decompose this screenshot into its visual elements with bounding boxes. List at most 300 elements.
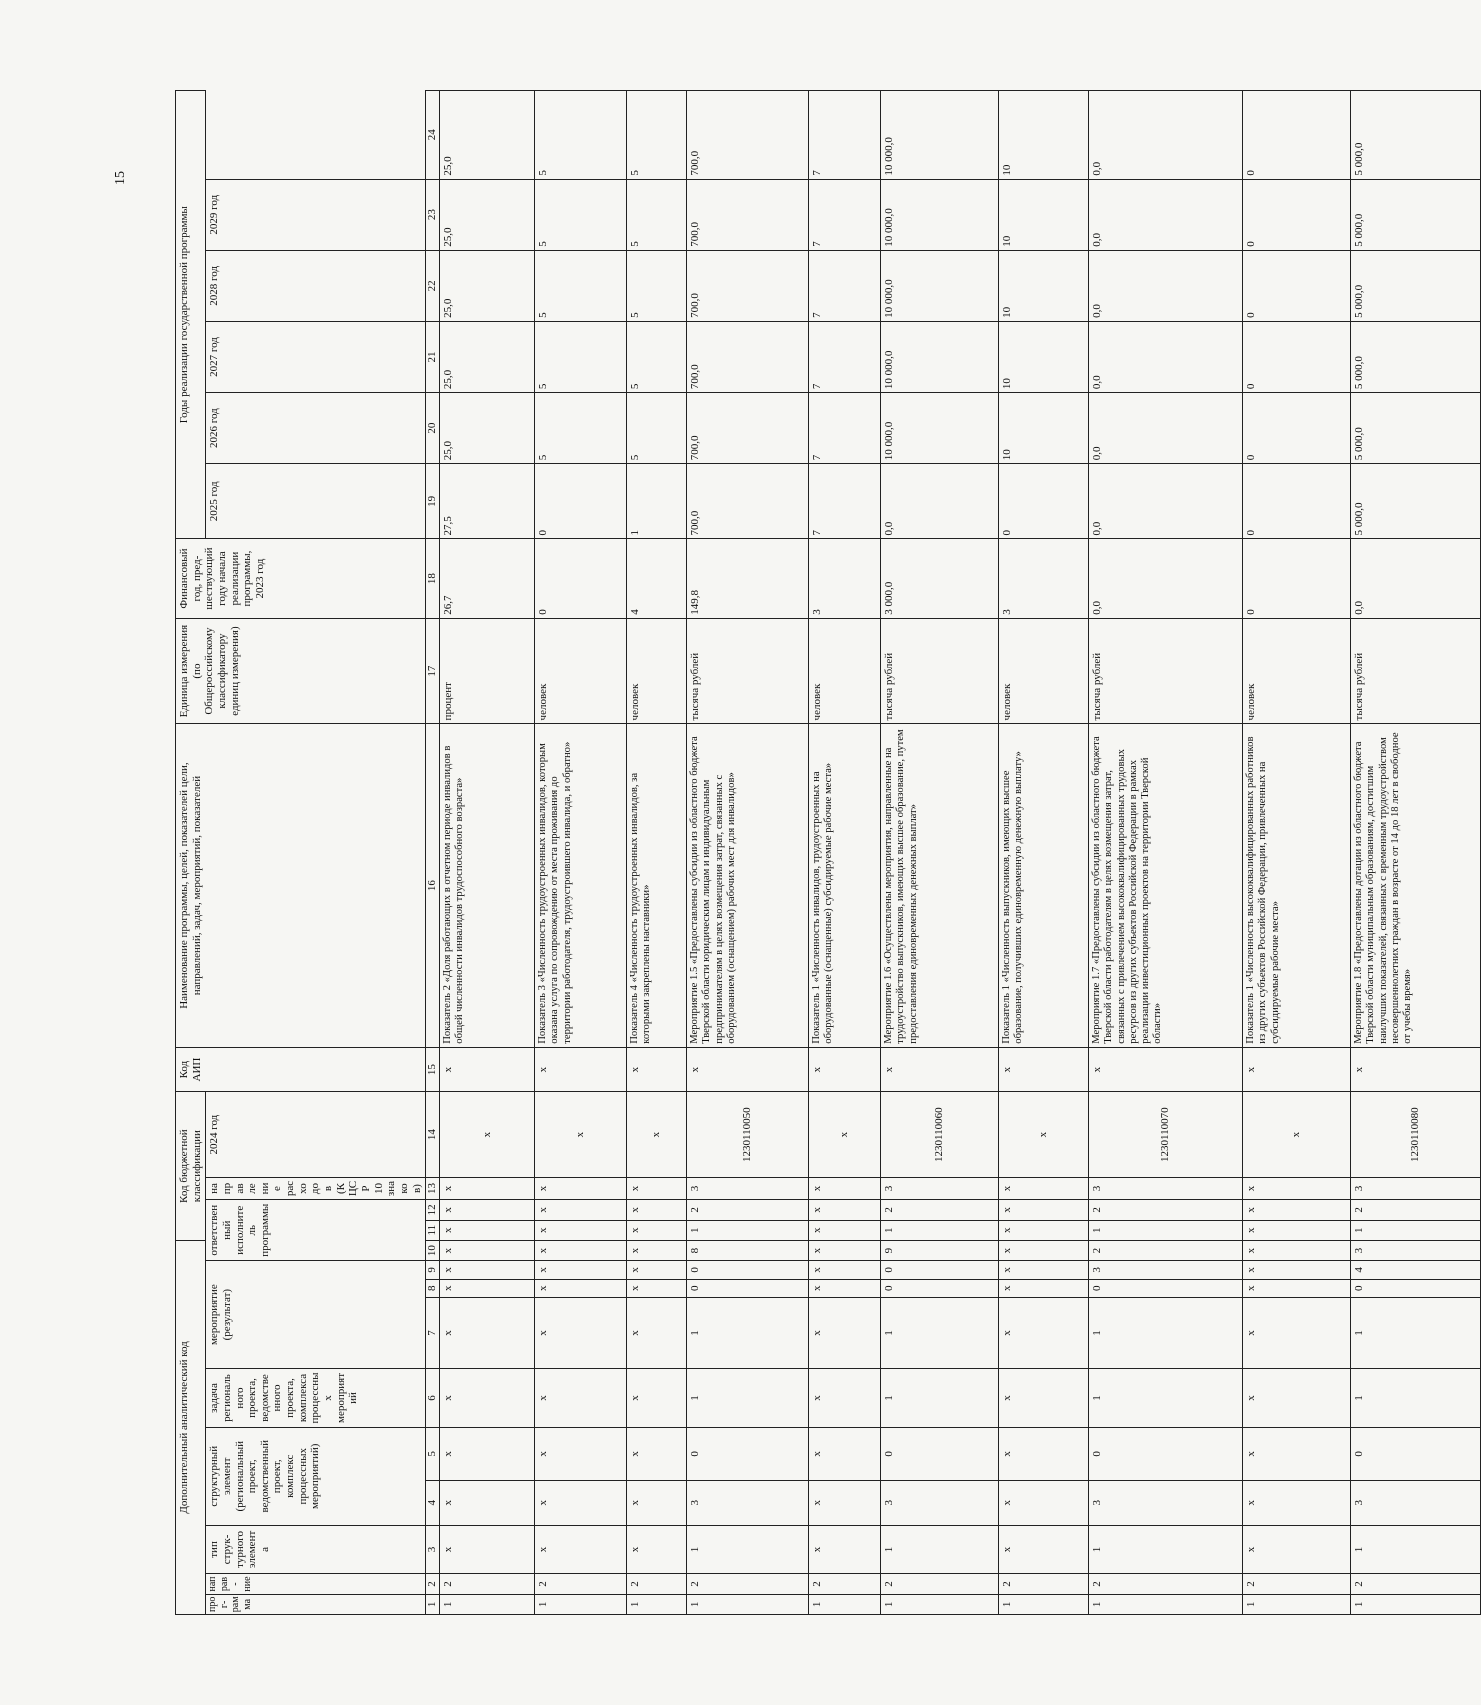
column-index-cell: 1 <box>426 1594 440 1614</box>
column-index-cell: 7 <box>426 1297 440 1368</box>
name-cell: Показатель 1 «Численность инвалидов, трудоустроенных на оборудованные (оснащенные) субсидируемые рабочие места» <box>809 724 881 1047</box>
unit-cell: процент <box>440 618 535 724</box>
value-cell: 10 000,0 <box>881 321 999 392</box>
header-2027: 2027 год <box>206 321 426 392</box>
code-cell: x <box>535 1177 627 1199</box>
value-cell: 10 <box>999 393 1089 464</box>
code-cell: x <box>809 1261 881 1279</box>
page-number: 15 <box>113 171 128 185</box>
header-years-group: Годы реализации государственной программы <box>176 91 206 539</box>
code-cell: x <box>535 1427 627 1480</box>
header-otvet: ответственный исполнитель программы <box>206 1200 426 1261</box>
code-cell: 1 <box>440 1594 535 1614</box>
column-index-cell: 4 <box>426 1480 440 1525</box>
code-cell: 1 <box>687 1220 809 1240</box>
value-cell: 5 <box>535 250 627 321</box>
value-cell: 700,0 <box>687 250 809 321</box>
code-cell: 1 <box>881 1594 999 1614</box>
table-row <box>440 91 535 1615</box>
code-cell: x <box>999 1092 1089 1177</box>
code-cell: 2 <box>1089 1240 1243 1260</box>
code-cell: 1 <box>881 1369 999 1428</box>
table-row <box>999 91 1089 1615</box>
value-cell: 700,0 <box>687 464 809 539</box>
column-index-cell: 10 <box>426 1240 440 1260</box>
code-cell: 2 <box>1243 1574 1351 1594</box>
header-prog: прог- рамма <box>206 1594 426 1614</box>
code-cell: 0 <box>1351 1427 1481 1480</box>
code-cell: x <box>999 1240 1089 1260</box>
header-aip: Код АИП <box>176 1047 426 1092</box>
code-cell: 1 <box>1089 1369 1243 1428</box>
code-cell: x <box>999 1525 1089 1574</box>
value-cell: 10 000,0 <box>881 250 999 321</box>
code-cell: 1 <box>535 1594 627 1614</box>
header-struct: структурный элемент (региональный проект, ведомственный проект, комплекс процессных мероприятий) <box>206 1427 426 1525</box>
name-cell: Мероприятие 1.6 «Осуществлены мероприятия, направленные на трудоустройство выпускников, имеющих высшее образование, путем предоставления единовременных денежных выплат» <box>881 724 999 1047</box>
code-cell: 2 <box>1089 1574 1243 1594</box>
code-cell: x <box>809 1369 881 1428</box>
value-cell: 10 000,0 <box>881 179 999 250</box>
value-cell: 10 <box>999 250 1089 321</box>
unit-cell: человек <box>999 618 1089 724</box>
code-cell: 1 <box>1089 1297 1243 1368</box>
column-index-cell: 12 <box>426 1200 440 1220</box>
code-cell: x <box>999 1200 1089 1220</box>
code-cell: 3 <box>1351 1177 1481 1199</box>
value-cell: 26,7 <box>440 539 535 618</box>
column-index-cell: 3 <box>426 1525 440 1574</box>
code-cell: x <box>809 1177 881 1199</box>
value-cell: 3 <box>999 539 1089 618</box>
code-cell: x <box>440 1092 535 1177</box>
code-cell: x <box>627 1480 687 1525</box>
code-cell: 2 <box>881 1574 999 1594</box>
value-cell: 5 000,0 <box>1351 179 1481 250</box>
header-zadacha: задача регионального проекта, ведомственного проекта, комплекса процессных мероприятий <box>206 1369 426 1428</box>
code-cell: x <box>1351 1047 1481 1092</box>
value-cell: 0,0 <box>881 464 999 539</box>
code-cell: x <box>535 1279 627 1297</box>
value-cell: 25,0 <box>440 91 535 180</box>
code-cell: 9 <box>881 1240 999 1260</box>
unit-cell: тысяча рублей <box>687 618 809 724</box>
column-index-cell: 19 <box>426 464 440 539</box>
rotated-table-container <box>175 90 1422 1615</box>
value-cell: 0,0 <box>1089 250 1243 321</box>
code-cell: x <box>881 1047 999 1092</box>
code-cell: 2 <box>1351 1200 1481 1220</box>
code-cell: x <box>1089 1047 1243 1092</box>
code-cell: 2 <box>440 1574 535 1594</box>
unit-cell: человек <box>627 618 687 724</box>
value-cell: 0,0 <box>1089 321 1243 392</box>
column-index-cell: 15 <box>426 1047 440 1092</box>
code-cell: x <box>809 1279 881 1297</box>
value-cell: 10 <box>999 321 1089 392</box>
value-cell: 5 000,0 <box>1351 393 1481 464</box>
value-cell: 0 <box>1243 250 1351 321</box>
value-cell: 25,0 <box>440 250 535 321</box>
code-cell: x <box>809 1525 881 1574</box>
value-cell: 7 <box>809 91 881 180</box>
code-cell: x <box>535 1261 627 1279</box>
code-cell: 1 <box>1351 1220 1481 1240</box>
table-row <box>1089 91 1243 1615</box>
name-cell: Мероприятие 1.5 «Предоставлены субсидии из областного бюджета Тверской области юридическим лицам и индивидуальным предпринимателям в целях возмещения затрат, связанных с оборудованием (оснащением) рабочих мест для инвалидов» <box>687 724 809 1047</box>
unit-cell: человек <box>809 618 881 724</box>
value-cell: 0 <box>1243 179 1351 250</box>
code-cell: 2 <box>687 1574 809 1594</box>
value-cell: 0 <box>999 464 1089 539</box>
code-cell: 2 <box>809 1574 881 1594</box>
code-cell: x <box>1243 1047 1351 1092</box>
code-cell: x <box>627 1177 687 1199</box>
column-index-row <box>426 91 440 1615</box>
value-cell: 5 <box>627 321 687 392</box>
code-cell: x <box>999 1297 1089 1368</box>
value-cell: 5 <box>535 179 627 250</box>
code-cell: x <box>440 1525 535 1574</box>
code-cell: 2 <box>999 1574 1089 1594</box>
code-cell: x <box>809 1220 881 1240</box>
name-cell: Показатель 3 «Численность трудоустроенных инвалидов, которым оказана услуга по сопровождению от места проживания до территории работодателя, трудоустроившего инвалида, и обратно» <box>535 724 627 1047</box>
code-cell: 3 <box>1089 1480 1243 1525</box>
name-cell: Мероприятие 1.7 «Предоставлены субсидии из областного бюджета Тверской области работодателям в целях возмещения затрат, связанных с привлечением высококвалифицированных трудовых ресурсов из других субъектов Российской Федерации в рамках реализации инвестиционных проектов на территории Тверской области» <box>1089 724 1243 1047</box>
code-cell: 3 <box>687 1480 809 1525</box>
value-cell: 10 000,0 <box>881 393 999 464</box>
header-2025: 2025 год <box>206 464 426 539</box>
code-cell: x <box>627 1369 687 1428</box>
header-fin-year: Финансовый год, пред- шествующий году начала реализации программы, 2023 год <box>176 539 426 618</box>
name-cell: Показатель 4 «Численность трудоустроенных инвалидов, за которыми закреплены наставники» <box>627 724 687 1047</box>
code-cell: x <box>1243 1220 1351 1240</box>
code-cell: x <box>440 1240 535 1260</box>
code-cell: x <box>627 1092 687 1177</box>
column-index-cell: 5 <box>426 1427 440 1480</box>
code-cell: 2 <box>1351 1574 1481 1594</box>
table-row <box>1243 91 1351 1615</box>
value-cell: 1 <box>627 464 687 539</box>
column-index-cell: 2 <box>426 1574 440 1594</box>
code-cell: x <box>1243 1261 1351 1279</box>
code-cell: 2 <box>687 1200 809 1220</box>
column-index-cell: 11 <box>426 1220 440 1240</box>
code-cell: 3 <box>687 1177 809 1199</box>
code-cell: 2 <box>535 1574 627 1594</box>
header-napr: направ- ние <box>206 1574 426 1594</box>
code-cell: x <box>440 1480 535 1525</box>
value-cell: 700,0 <box>687 179 809 250</box>
unit-cell: тысяча рублей <box>1089 618 1243 724</box>
column-index-cell: 23 <box>426 179 440 250</box>
header-name: Наименование программы, целей, показателей цели, направлений, задач, мероприятий, показателей <box>176 724 426 1047</box>
code-cell: x <box>440 1279 535 1297</box>
unit-cell: тысяча рублей <box>881 618 999 724</box>
code-cell: 3 <box>1351 1240 1481 1260</box>
code-cell: 1 <box>627 1594 687 1614</box>
value-cell: 0 <box>535 539 627 618</box>
code-cell: x <box>627 1261 687 1279</box>
column-index-cell: 13 <box>426 1177 440 1199</box>
name-cell: Показатель 2 «Доля работающих в отчетном периоде инвалидов в общей численности инвалидов трудоспособного возраста» <box>440 724 535 1047</box>
code-cell: x <box>627 1279 687 1297</box>
value-cell: 10 <box>999 179 1089 250</box>
code-cell: x <box>627 1047 687 1092</box>
column-index-cell: 8 <box>426 1279 440 1297</box>
code-cell: x <box>440 1220 535 1240</box>
code-cell: x <box>440 1427 535 1480</box>
program-indicators-table <box>175 90 1481 1615</box>
table-row <box>809 91 881 1615</box>
value-cell: 3 <box>809 539 881 618</box>
code-cell: x <box>627 1297 687 1368</box>
code-cell: x <box>440 1200 535 1220</box>
code-cell: x <box>535 1092 627 1177</box>
code-cell: x <box>627 1525 687 1574</box>
code-cell: x <box>535 1525 627 1574</box>
code-cell: 1 <box>1089 1525 1243 1574</box>
code-cell: 0 <box>1351 1279 1481 1297</box>
code-cell: 2 <box>1089 1200 1243 1220</box>
column-index-cell: 17 <box>426 618 440 724</box>
code-cell: x <box>809 1480 881 1525</box>
code-cell: x <box>535 1200 627 1220</box>
unit-cell: человек <box>535 618 627 724</box>
code-cell: x <box>999 1177 1089 1199</box>
value-cell: 0,0 <box>1089 539 1243 618</box>
code-cell: 2 <box>627 1574 687 1594</box>
code-cell: x <box>440 1297 535 1368</box>
header-unit: Единица измерения (по Общероссийскому классификатору единиц измерения) <box>176 618 426 724</box>
code-cell: x <box>627 1427 687 1480</box>
name-cell: Мероприятие 1.8 «Предоставлены дотации из областного бюджета Тверской области муниципальным образованиям, достигшим наилучших показателей, связанных с временным трудоустройством несовершеннолетних граждан в возрасте от 14 до 18 лет в свободное от учебы время» <box>1351 724 1481 1047</box>
code-cell: x <box>535 1297 627 1368</box>
code-cell: x <box>999 1220 1089 1240</box>
code-cell: 1230110080 <box>1351 1092 1481 1177</box>
code-cell: 1 <box>1089 1220 1243 1240</box>
value-cell: 3 000,0 <box>881 539 999 618</box>
code-cell: 3 <box>1089 1261 1243 1279</box>
code-cell: x <box>535 1480 627 1525</box>
code-cell: 1 <box>1351 1594 1481 1614</box>
header-2024: 2024 год <box>206 1092 426 1177</box>
code-cell: 1230110050 <box>687 1092 809 1177</box>
value-cell: 0,0 <box>1089 464 1243 539</box>
code-cell: 1 <box>1089 1594 1243 1614</box>
code-cell: x <box>1243 1427 1351 1480</box>
value-cell: 5 000,0 <box>1351 464 1481 539</box>
value-cell: 0 <box>1243 321 1351 392</box>
value-cell: 0,0 <box>1089 91 1243 180</box>
table-body <box>440 91 1481 1615</box>
value-cell: 25,0 <box>440 393 535 464</box>
value-cell: 5 <box>627 91 687 180</box>
value-cell: 149,8 <box>687 539 809 618</box>
code-cell: 1230110060 <box>881 1092 999 1177</box>
code-cell: 0 <box>1089 1279 1243 1297</box>
code-cell: 1 <box>881 1525 999 1574</box>
code-cell: x <box>535 1369 627 1428</box>
code-cell: x <box>999 1369 1089 1428</box>
value-cell: 5 <box>535 91 627 180</box>
code-cell: x <box>440 1261 535 1279</box>
code-cell: 0 <box>687 1427 809 1480</box>
code-cell: 0 <box>881 1261 999 1279</box>
unit-cell: человек <box>1243 618 1351 724</box>
code-cell: x <box>440 1369 535 1428</box>
value-cell: 5 <box>627 393 687 464</box>
code-cell: x <box>809 1092 881 1177</box>
value-cell: 7 <box>809 464 881 539</box>
value-cell: 27,5 <box>440 464 535 539</box>
code-cell: 1 <box>1351 1525 1481 1574</box>
column-index-cell: 9 <box>426 1261 440 1279</box>
code-cell: 8 <box>687 1240 809 1260</box>
code-cell: x <box>627 1200 687 1220</box>
code-cell: 1230110070 <box>1089 1092 1243 1177</box>
name-cell: Показатель 1 «Численность высококвалифицированных работников из других субъектов Российской Федерации, привлеченных на субсидируемые рабочие места» <box>1243 724 1351 1047</box>
code-cell: x <box>627 1220 687 1240</box>
value-cell: 7 <box>809 321 881 392</box>
value-cell: 7 <box>809 179 881 250</box>
code-cell: x <box>1243 1279 1351 1297</box>
code-cell: x <box>1243 1480 1351 1525</box>
header-napr-rash: направление расходов (КЦСР 10 знаков) <box>206 1177 426 1199</box>
header-2026: 2026 год <box>206 393 426 464</box>
table-row <box>1351 91 1481 1615</box>
value-cell: 0,0 <box>1089 179 1243 250</box>
code-cell: x <box>999 1279 1089 1297</box>
code-cell: x <box>809 1047 881 1092</box>
value-cell: 25,0 <box>440 321 535 392</box>
value-cell: 0 <box>1243 91 1351 180</box>
value-cell: 25,0 <box>440 179 535 250</box>
column-index-cell: 22 <box>426 250 440 321</box>
value-cell: 0 <box>1243 464 1351 539</box>
value-cell: 5 <box>627 179 687 250</box>
code-cell: x <box>1243 1369 1351 1428</box>
value-cell: 5 000,0 <box>1351 321 1481 392</box>
code-cell: x <box>440 1177 535 1199</box>
value-cell: 0 <box>1243 393 1351 464</box>
code-cell: 0 <box>687 1261 809 1279</box>
code-cell: x <box>1243 1177 1351 1199</box>
code-cell: x <box>809 1297 881 1368</box>
code-cell: 1 <box>1243 1594 1351 1614</box>
code-cell: x <box>1243 1525 1351 1574</box>
code-cell: x <box>535 1240 627 1260</box>
code-cell: 2 <box>881 1200 999 1220</box>
value-cell: 5 000,0 <box>1351 250 1481 321</box>
code-cell: 0 <box>881 1427 999 1480</box>
name-cell: Показатель 1 «Численность выпускников, имеющих высшее образование, получивших единовременную денежную выплату» <box>999 724 1089 1047</box>
code-cell: x <box>627 1240 687 1260</box>
table-row <box>881 91 999 1615</box>
code-cell: x <box>535 1047 627 1092</box>
value-cell: 7 <box>809 250 881 321</box>
code-cell: 3 <box>881 1480 999 1525</box>
code-cell: x <box>440 1047 535 1092</box>
code-cell: x <box>809 1200 881 1220</box>
code-cell: 1 <box>881 1220 999 1240</box>
value-cell: 7 <box>809 393 881 464</box>
code-cell: 4 <box>1351 1261 1481 1279</box>
header-2028: 2028 год <box>206 250 426 321</box>
header-budget-code: Код бюджетной классификации <box>176 1092 206 1240</box>
value-cell: 0 <box>1243 539 1351 618</box>
code-cell: 1 <box>687 1594 809 1614</box>
unit-cell: тысяча рублей <box>1351 618 1481 724</box>
code-cell: 3 <box>1351 1480 1481 1525</box>
code-cell: x <box>1243 1092 1351 1177</box>
value-cell: 5 000,0 <box>1351 91 1481 180</box>
value-cell: 5 <box>627 250 687 321</box>
column-index-cell: 16 <box>426 724 440 1047</box>
table-row <box>535 91 627 1615</box>
code-cell: 0 <box>687 1279 809 1297</box>
column-index-cell: 20 <box>426 393 440 464</box>
code-cell: x <box>999 1047 1089 1092</box>
value-cell: 700,0 <box>687 91 809 180</box>
code-cell: 3 <box>1089 1177 1243 1199</box>
header-additional-code: Дополнительный аналитический код <box>176 1240 206 1614</box>
column-index-cell: 21 <box>426 321 440 392</box>
code-cell: x <box>999 1427 1089 1480</box>
code-cell: x <box>809 1427 881 1480</box>
code-cell: x <box>999 1480 1089 1525</box>
column-index-cell: 6 <box>426 1369 440 1428</box>
code-cell: 3 <box>881 1177 999 1199</box>
code-cell: 1 <box>687 1297 809 1368</box>
value-cell: 4 <box>627 539 687 618</box>
value-cell: 10 000,0 <box>881 91 999 180</box>
code-cell: 1 <box>881 1297 999 1368</box>
code-cell: 0 <box>881 1279 999 1297</box>
value-cell: 0,0 <box>1351 539 1481 618</box>
column-index-cell: 14 <box>426 1092 440 1177</box>
value-cell: 700,0 <box>687 321 809 392</box>
code-cell: 1 <box>999 1594 1089 1614</box>
header-tip: тип струк- турного элемента <box>206 1525 426 1574</box>
code-cell: x <box>1243 1240 1351 1260</box>
code-cell: x <box>1243 1297 1351 1368</box>
code-cell: 1 <box>687 1525 809 1574</box>
table-row <box>627 91 687 1615</box>
code-cell: x <box>1243 1200 1351 1220</box>
code-cell: 1 <box>1351 1297 1481 1368</box>
column-index-cell: 18 <box>426 539 440 618</box>
code-cell: x <box>535 1220 627 1240</box>
value-cell: 5 <box>535 393 627 464</box>
code-cell: 1 <box>809 1594 881 1614</box>
code-cell: 1 <box>1351 1369 1481 1428</box>
value-cell: 0,0 <box>1089 393 1243 464</box>
code-cell: x <box>999 1261 1089 1279</box>
column-index-cell: 24 <box>426 91 440 180</box>
value-cell: 0 <box>535 464 627 539</box>
code-cell: 1 <box>687 1369 809 1428</box>
code-cell: x <box>809 1240 881 1260</box>
code-cell: x <box>687 1047 809 1092</box>
value-cell: 10 <box>999 91 1089 180</box>
header-meropr: мероприятие (результат) <box>206 1261 426 1369</box>
value-cell: 700,0 <box>687 393 809 464</box>
header-2029: 2029 год <box>206 179 426 250</box>
table-row <box>687 91 809 1615</box>
value-cell: 5 <box>535 321 627 392</box>
code-cell: 0 <box>1089 1427 1243 1480</box>
